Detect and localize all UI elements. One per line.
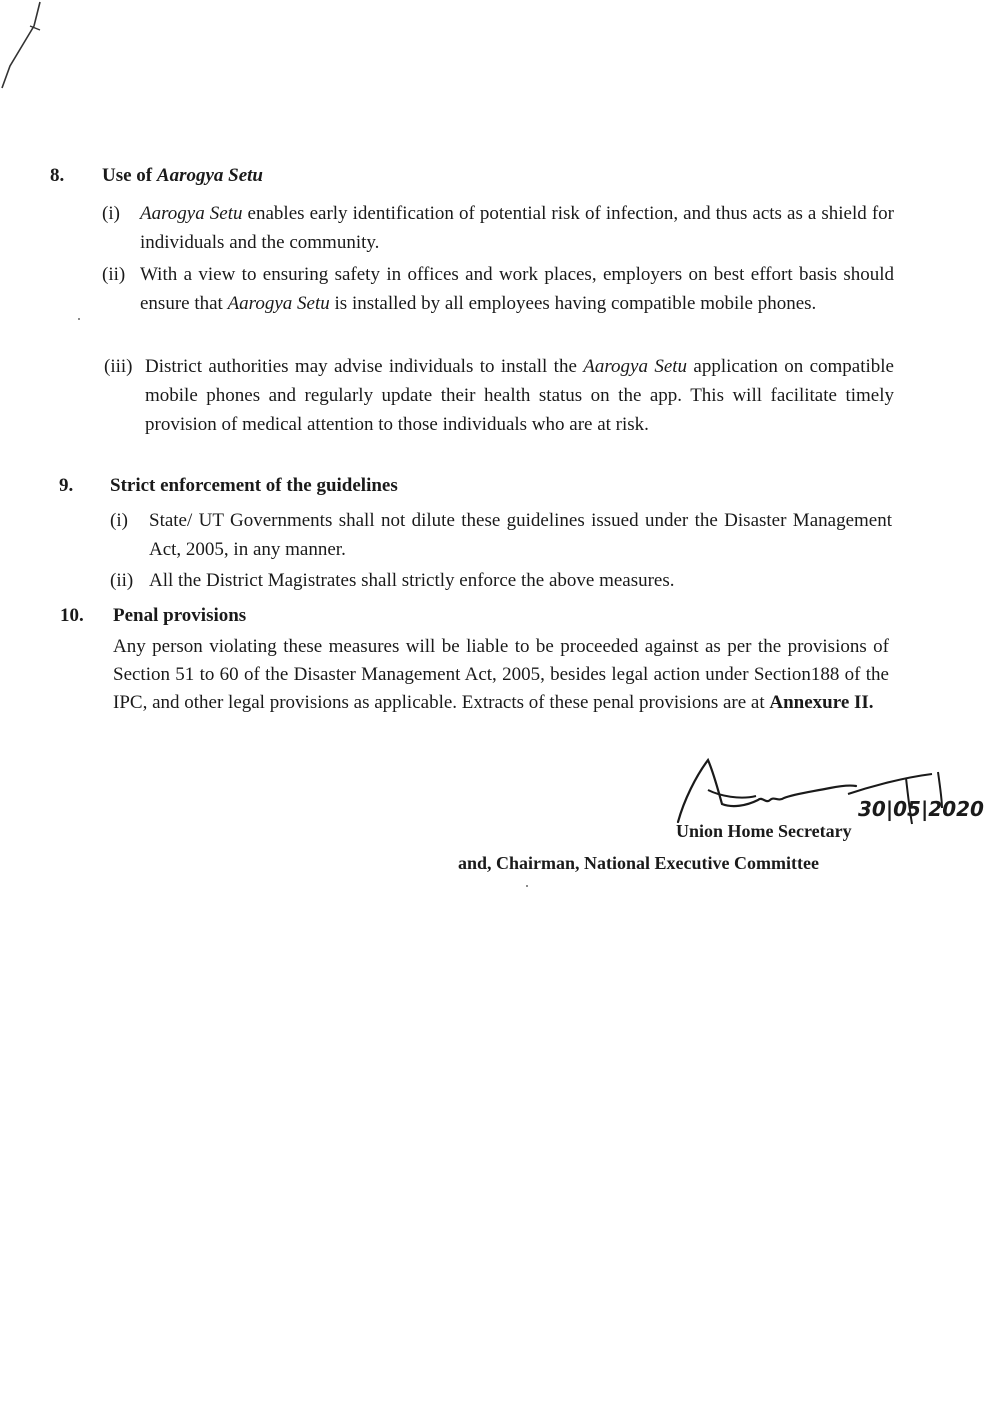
section-8-title-prefix: Use of (102, 165, 157, 186)
signature-designation-line2: and, Chairman, National Executive Committee (458, 853, 819, 873)
section-8-title (102, 165, 263, 187)
item-marker: (ii) (102, 264, 126, 285)
section-8-item-3 (104, 352, 894, 439)
section-10-paragraph: Any person violating these measures will be liable to be proceeded against as per the provisions of Section 51 to 60 of the Disaster Management Act, 2005, besides legal action under Section188 of the IPC, and other legal provisions as applicable. Extracts of these penal provisions are at Annexure II. (113, 636, 889, 713)
item-text: District authorities may advise individuals to install the Aarogya Setu application on compatible mobile phones and regularly update their health status on the app. This will facilitate timely provision of medical attention to those individuals who are at risk. (145, 356, 894, 435)
section-8-title-italic: Aarogya Setu (156, 165, 263, 186)
section-9-title: Strict enforcement of the guidelines (110, 475, 398, 496)
scan-speck (526, 885, 528, 887)
item-marker: (i) (110, 510, 128, 531)
section-8-item-2 (102, 260, 894, 318)
signature-designation-line1: Union Home Secretary (676, 821, 852, 841)
signature-date: 30|05|2020 (858, 797, 984, 821)
item-text: With a view to ensuring safety in offices and work places, employers on best effort basis should ensure that Aarogya Setu is installed by all employees having compatible mobile phones. (140, 264, 894, 314)
section-9-item-1 (110, 506, 892, 564)
scan-speck (78, 318, 80, 320)
section-10-title: Penal provisions (113, 605, 247, 626)
corner-pen-mark-icon (0, 0, 60, 90)
section-8-item-1 (102, 199, 894, 257)
item-marker: (iii) (104, 356, 133, 377)
item-marker: (ii) (110, 570, 134, 591)
section-8-number: 8. (50, 165, 65, 186)
item-marker: (i) (102, 203, 120, 224)
item-text: Aarogya Setu enables early identification of potential risk of infection, and thus acts as a shield for individuals and the community. (140, 203, 894, 253)
section-10-number: 10. (60, 605, 84, 626)
section-9-item-2 (110, 566, 892, 595)
section-9-number: 9. (59, 475, 74, 496)
item-text: All the District Magistrates shall strictly enforce the above measures. (149, 570, 675, 591)
item-text: State/ UT Governments shall not dilute these guidelines issued under the Disaster Management Act, 2005, in any manner. (149, 510, 892, 560)
